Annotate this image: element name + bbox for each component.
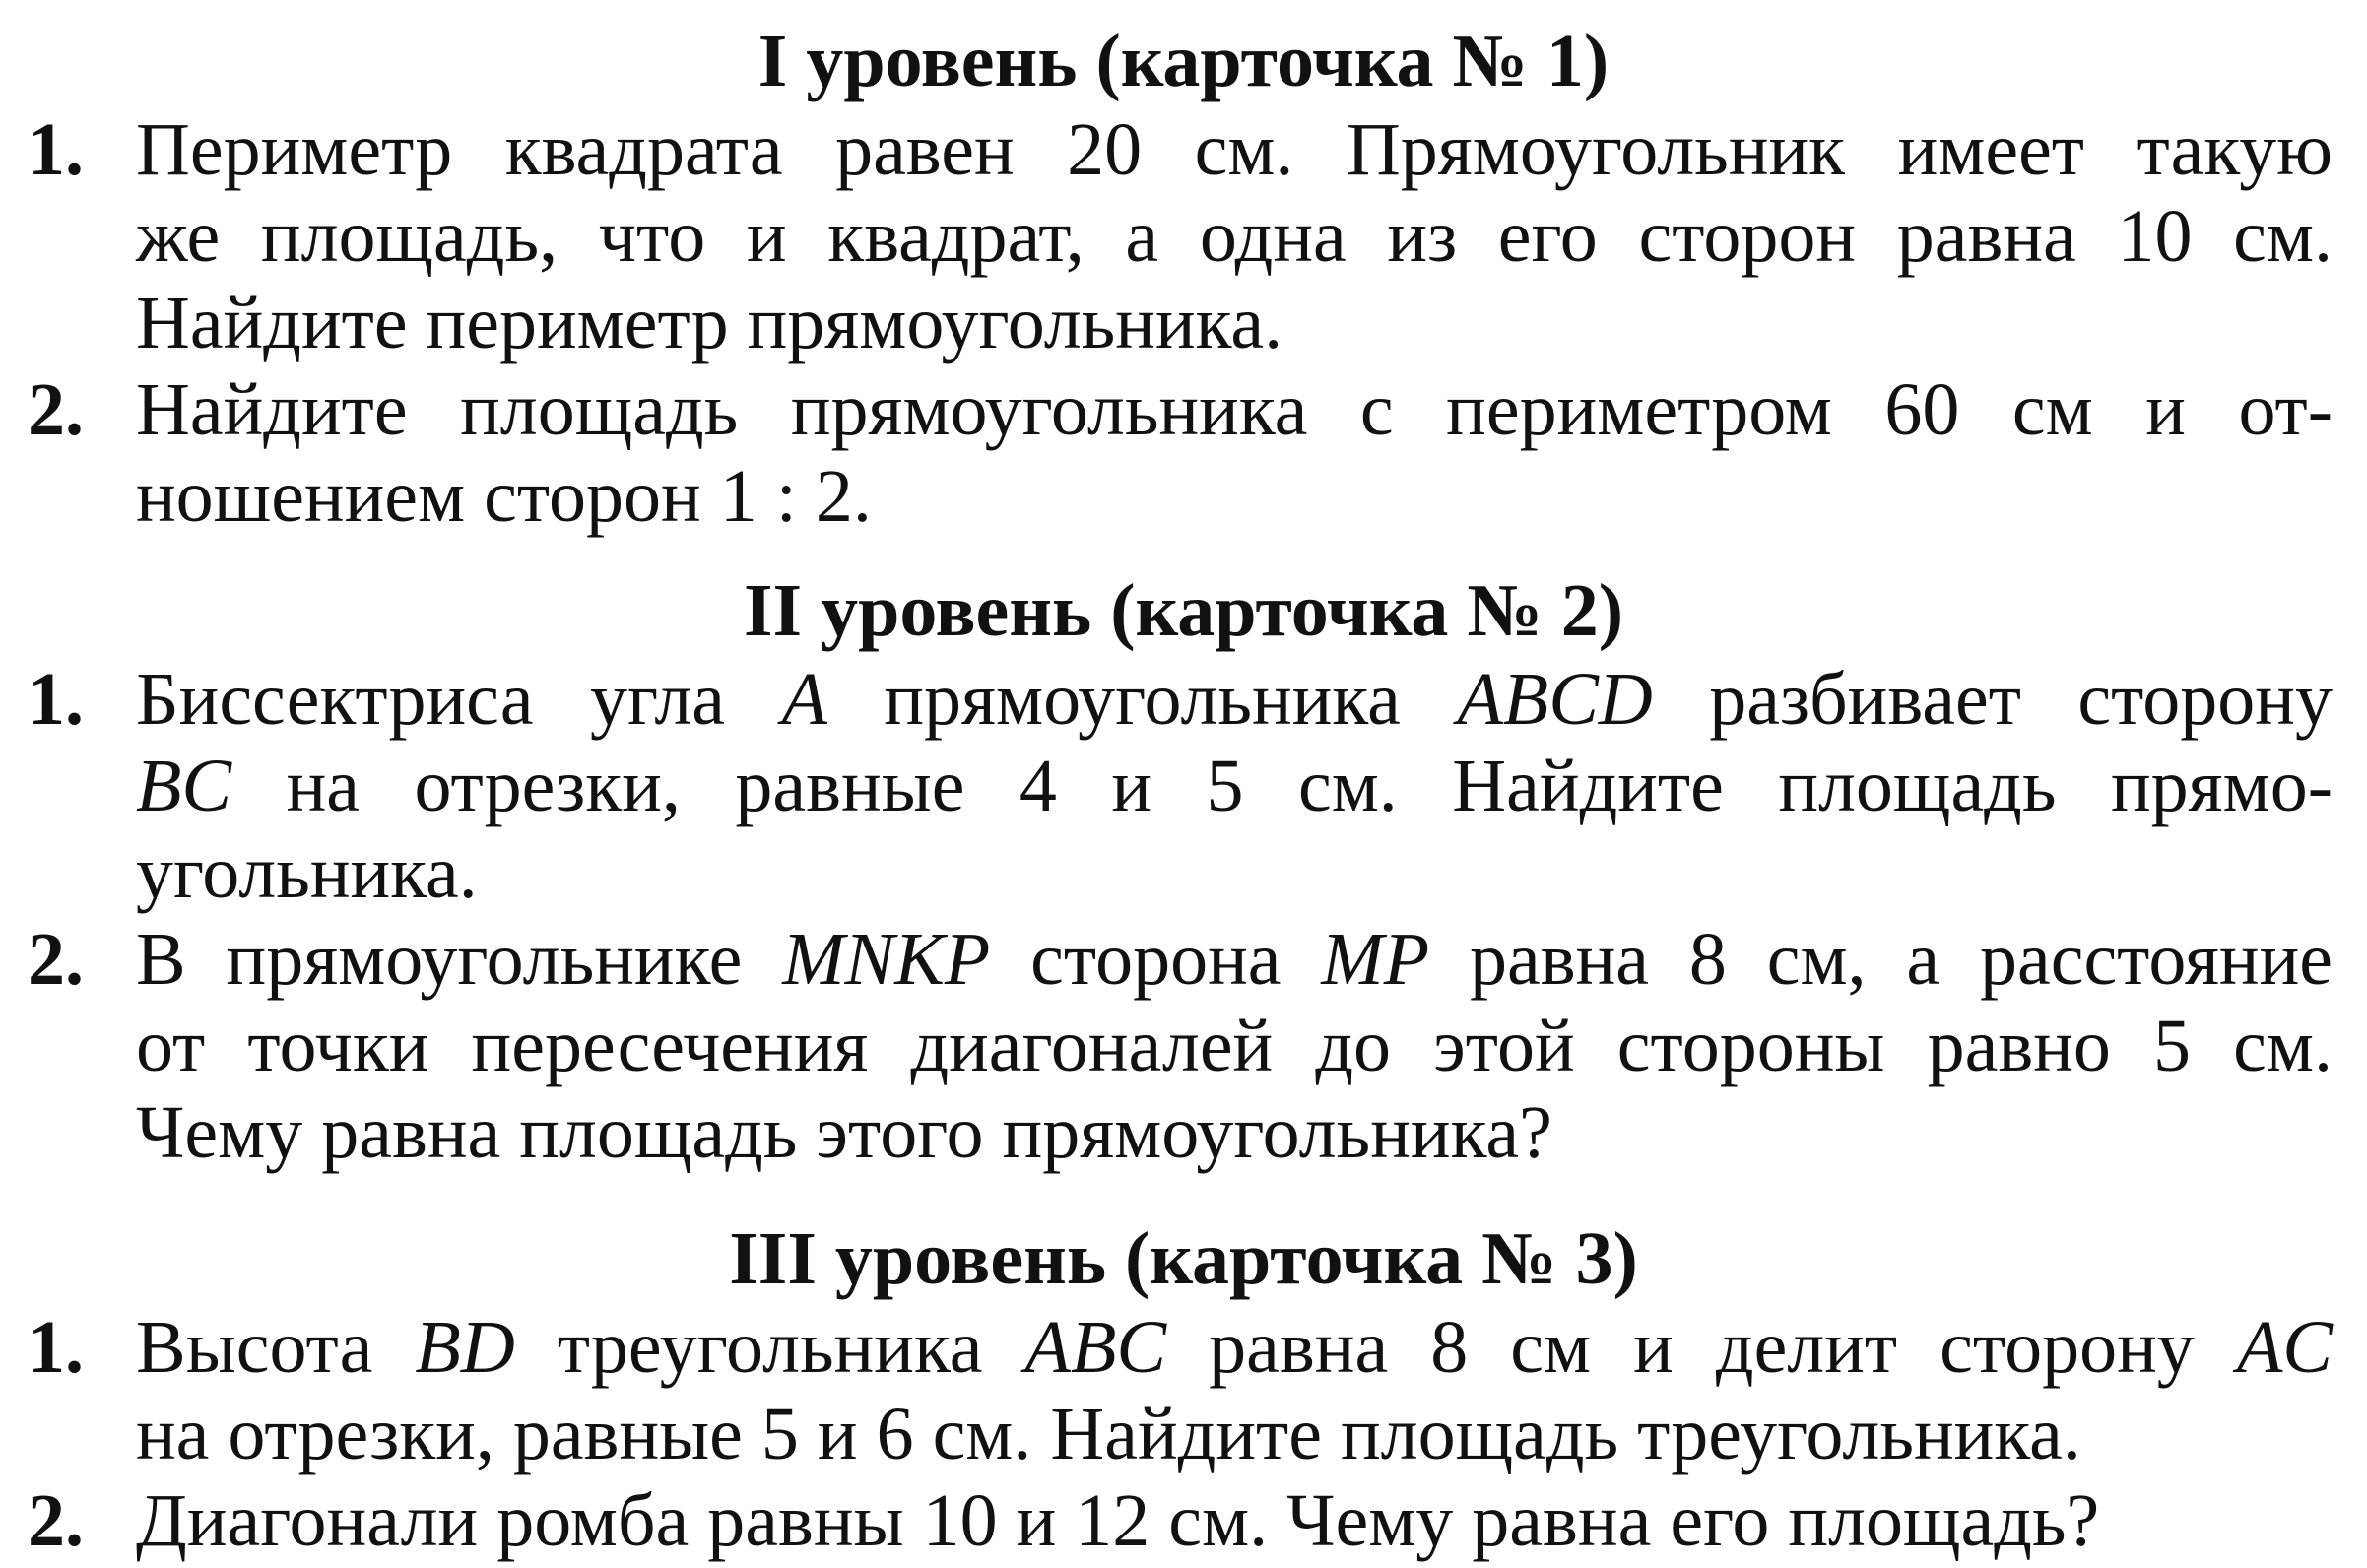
card-1-task-2-number: 2. — [28, 368, 84, 451]
card-2-task-1-number: 1. — [28, 658, 84, 741]
card-3-task-1-var-abc: ABC — [1024, 1306, 1167, 1389]
card-3-task-1-line-1: Высота BD треугольника ABC равна 8 см и делит сторону AC — [136, 1306, 2333, 1389]
card-2-task-1-var-bc: BC — [136, 745, 232, 827]
card-1-task-2-line-2: ношением сторон 1 : 2. — [136, 455, 872, 538]
card-3-task-1-line-2: на отрезки, равные 5 и 6 см. Найдите площадь треугольника. — [136, 1393, 2081, 1475]
card-2-task-1-var-abcd: ABCD — [1457, 658, 1653, 741]
card-1-task-1-number: 1. — [28, 108, 84, 191]
card-3-task-1-var-bd: BD — [415, 1306, 515, 1389]
card-3-task-1-number: 1. — [28, 1306, 84, 1389]
card-3-task-2-line-1: Диагонали ромба равны 10 и 12 см. Чему равна его площадь? — [136, 1479, 2100, 1562]
card-2-task-2-var-mp: MP — [1321, 918, 1430, 1001]
card-2-task-1-var-a: A — [781, 658, 827, 741]
card-3-heading: III уровень (карточка № 3) — [729, 1217, 1638, 1300]
card-2-task-1-line-3: угольника. — [136, 831, 478, 914]
card-2-task-2-var-mnkp: MNKP — [782, 918, 991, 1001]
card-2-task-1-line-1: Биссектриса угла A прямоугольника ABCD разбивает сторону — [136, 658, 2333, 741]
card-1-task-2-line-1: Найдите площадь прямоугольника с периметром 60 см и от- — [136, 368, 2333, 451]
card-1-task-1-line-1: Периметр квадрата равен 20 см. Прямоугольник имеет такую — [136, 108, 2333, 191]
card-1-heading: I уровень (карточка № 1) — [757, 20, 1610, 102]
card-1-task-1-line-2: же площадь, что и квадрат, а одна из его сторон равна 10 см. — [136, 195, 2333, 278]
card-3-task-1-var-ac: AC — [2236, 1306, 2333, 1389]
card-2-task-2-number: 2. — [28, 918, 84, 1001]
card-3-task-2-number: 2. — [28, 1479, 84, 1562]
card-2-task-2-line-1: В прямоугольнике MNKP сторона MP равна 8 см, а расстояние — [136, 918, 2333, 1001]
card-2-task-2-line-3: Чему равна площадь этого прямоугольника? — [136, 1091, 1552, 1174]
card-2-task-1-line-2: BC на отрезки, равные 4 и 5 см. Найдите площадь прямо- — [136, 745, 2333, 827]
card-1-task-1-line-3: Найдите периметр прямоугольника. — [136, 282, 1283, 364]
card-2-heading: II уровень (карточка № 2) — [743, 569, 1624, 652]
card-2-task-2-line-2: от точки пересечения диагоналей до этой стороны равно 5 см. — [136, 1005, 2333, 1087]
